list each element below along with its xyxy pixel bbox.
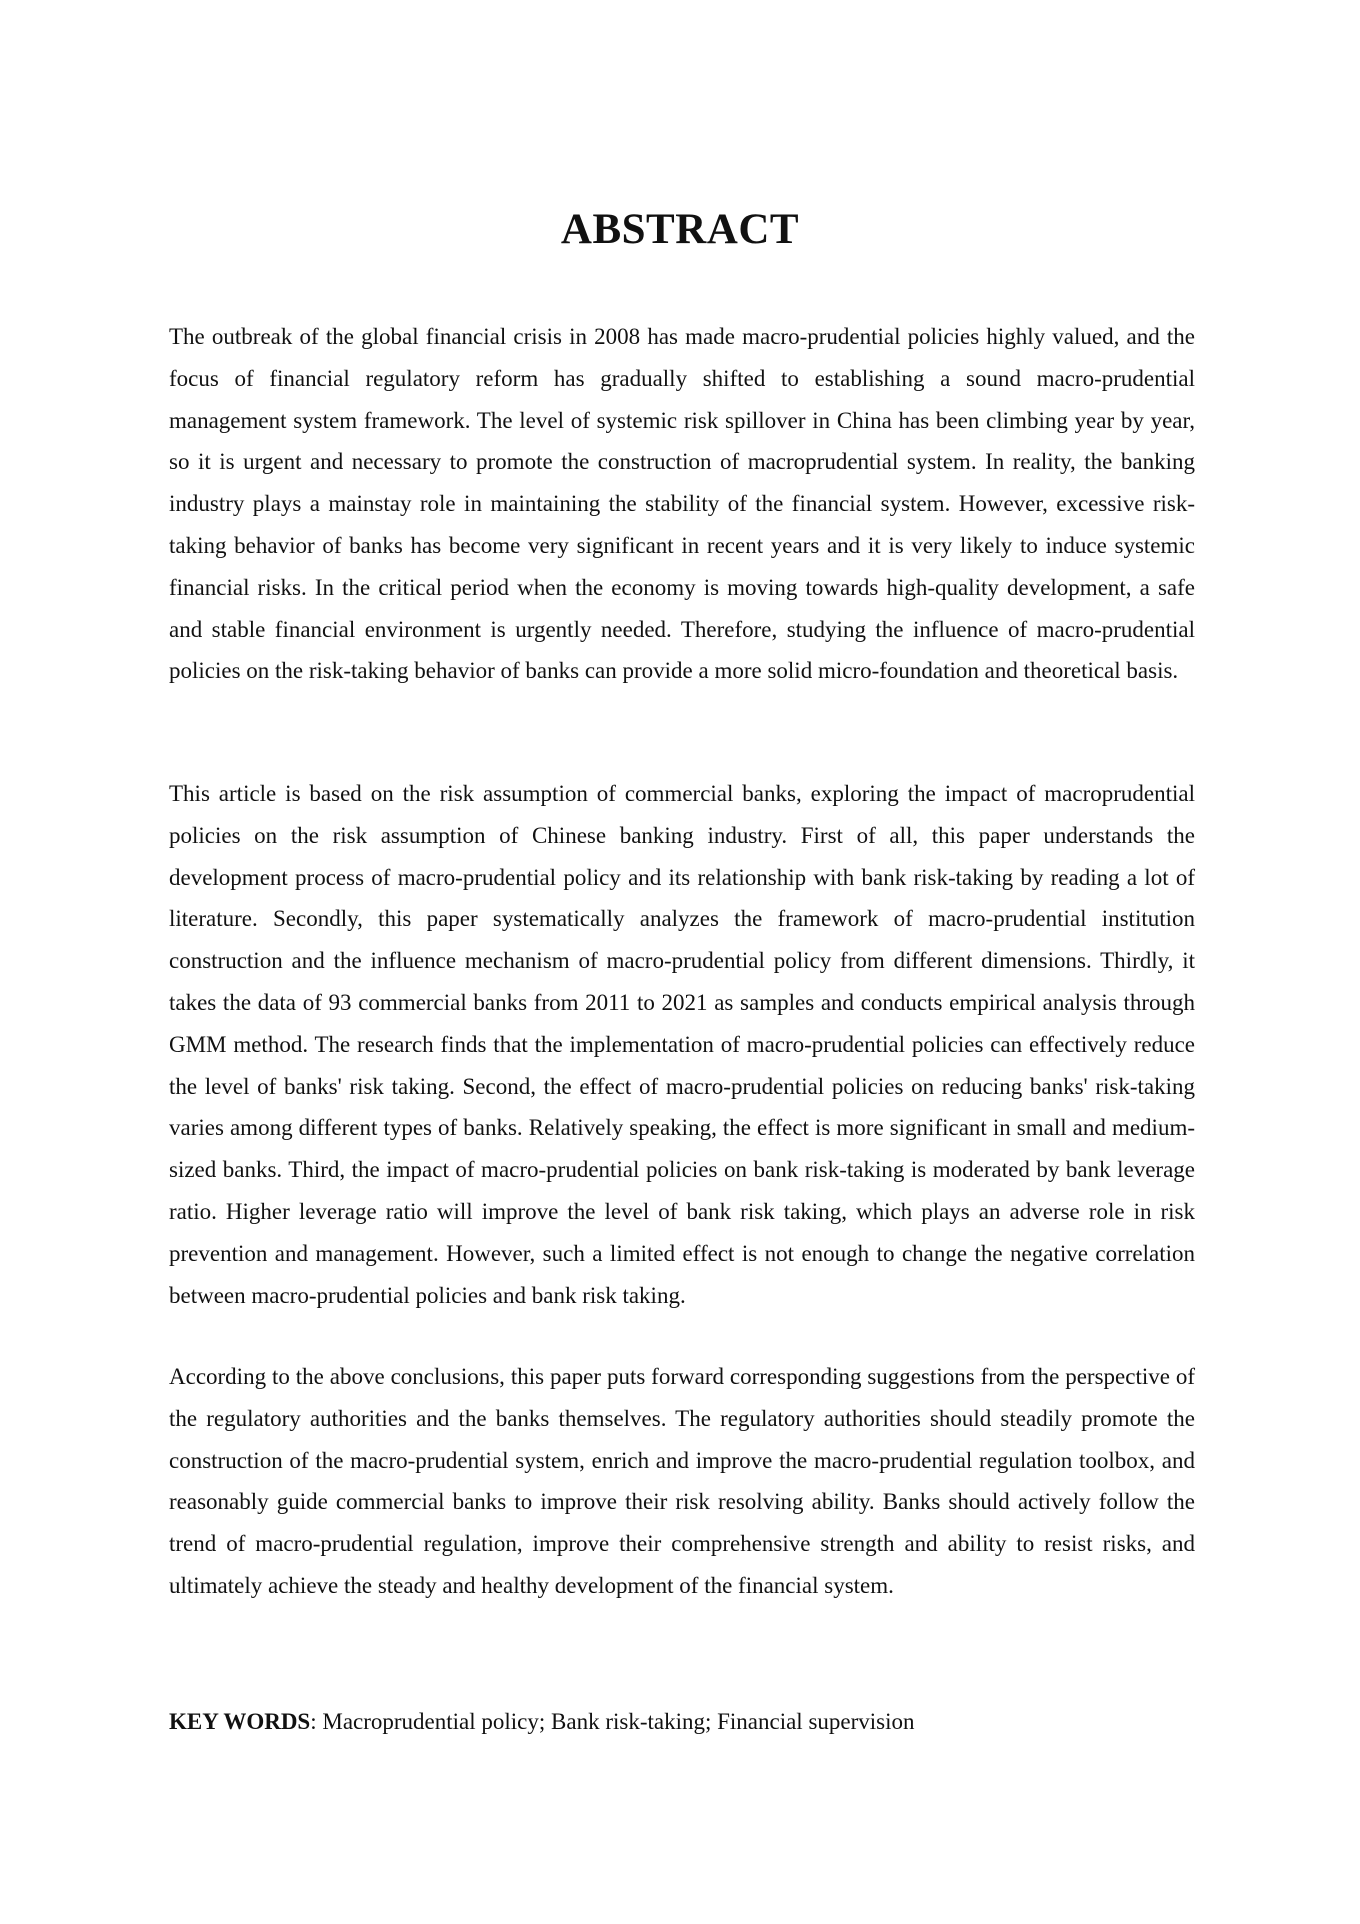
abstract-paragraph-1: The outbreak of the global financial crisis in 2008 has made macro-prudential policies highly valued, and the focus of financial regulatory reform has gradually shifted to establishing a sound macro-prudential management system framework. The level of systemic risk spillover in China has been climbing year by year, so it is urgent and necessary to promote the construction of macroprudential system. In reality, the banking industry plays a mainstay role in maintaining the stability of the financial system. However, excessive risk-taking behavior of banks has become very significant in recent years and it is very likely to induce systemic financial risks. In the critical period when the economy is moving towards high-quality development, a safe and stable financial environment is urgently needed. Therefore, studying the influence of macro-prudential policies on the risk-taking behavior of banks can provide a more solid micro-foundation and theoretical basis. — [169, 324, 1195, 684]
keywords-line — [169, 1701, 1195, 1743]
abstract-title: ABSTRACT — [560, 206, 800, 253]
keywords-value: Macroprudential policy; Bank risk-taking; Financial supervision — [322, 1709, 915, 1734]
keywords-separator: : — [310, 1709, 323, 1734]
keywords-label: KEY WORDS — [169, 1709, 311, 1734]
abstract-paragraph-3: According to the above conclusions, this paper puts forward corresponding suggestions from the perspective of the regulatory authorities and the banks themselves. The regulatory authorities should steadily promote the construction of the macro-prudential system, enrich and improve the macro-prudential regulation toolbox, and reasonably guide commercial banks to improve their risk resolving ability. Banks should actively follow the trend of macro-prudential regulation, improve their comprehensive strength and ability to resist risks, and ultimately achieve the steady and healthy development of the financial system. — [169, 1364, 1195, 1598]
abstract-paragraph-2: This article is based on the risk assumption of commercial banks, exploring the impact of macroprudential policies on the risk assumption of Chinese banking industry. First of all, this paper understands the development process of macro-prudential policy and its relationship with bank risk-taking by reading a lot of literature. Secondly, this paper systematically analyzes the framework of macro-prudential institution construction and the influence mechanism of macro-prudential policy from different dimensions. Thirdly, it takes the data of 93 commercial banks from 2011 to 2021 as samples and conducts empirical analysis through GMM method. The research finds that the implementation of macro-prudential policies can effectively reduce the level of banks' risk taking. Second, the effect of macro-prudential policies on reducing banks' risk-taking varies among different types of banks. Relatively speaking, the effect is more significant in small and medium-sized banks. Third, the impact of macro-prudential policies on bank risk-taking is moderated by bank leverage ratio. Higher leverage ratio will improve the level of bank risk taking, which plays an adverse role in risk prevention and management. However, such a limited effect is not enough to change the negative correlation between macro-prudential policies and bank risk taking. — [169, 781, 1195, 1308]
